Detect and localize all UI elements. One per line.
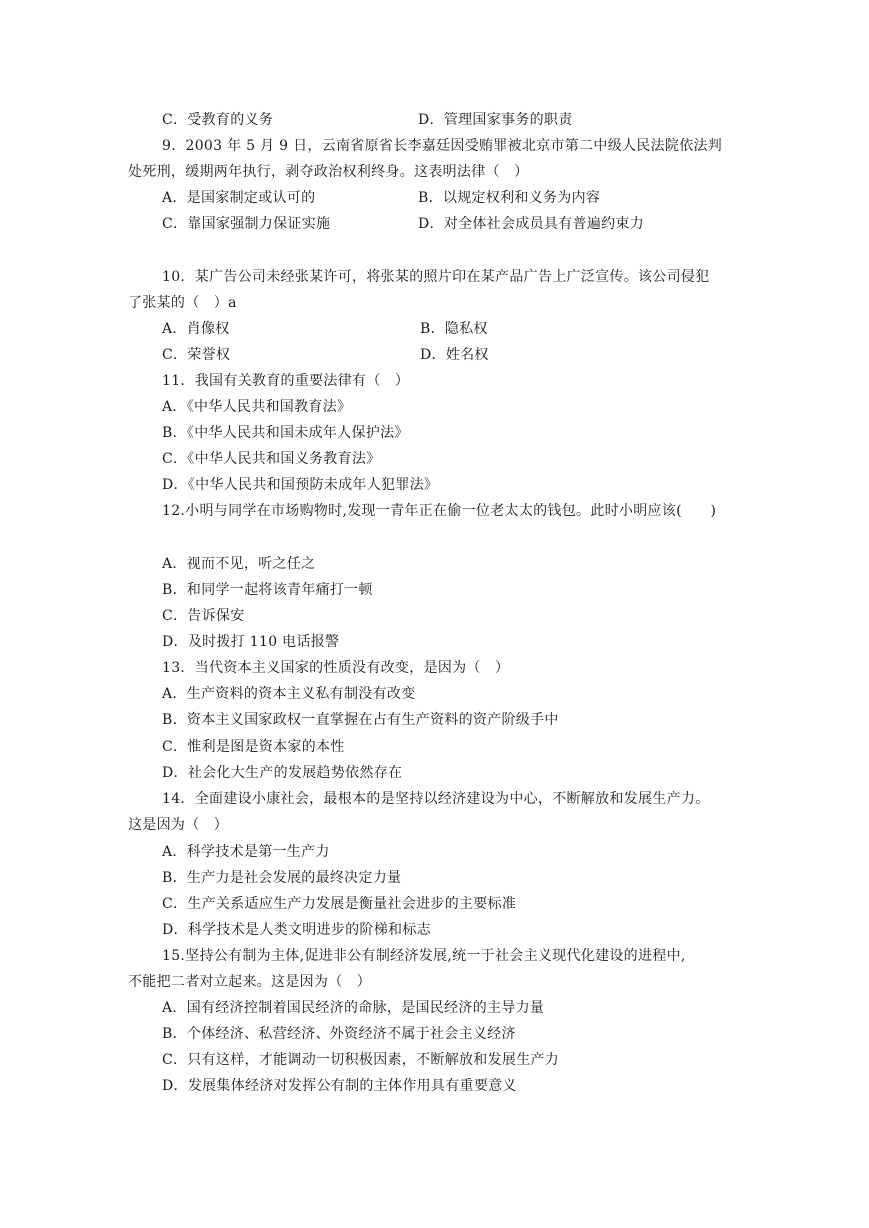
q10-option-c: C．荣誉权	[162, 347, 231, 363]
q15-option-a: A．国有经济控制着国民经济的命脉，是国民经济的主导力量	[162, 1000, 545, 1016]
q11-option-a: A．《中华人民共和国教育法》	[162, 399, 352, 415]
q14-stem-line1: 14．全面建设小康社会，最根本的是坚持以经济建设为中心，不断解放和发展生产力。	[162, 791, 710, 807]
q14-option-d: D．科学技术是人类文明进步的阶梯和标志	[162, 922, 431, 938]
q9-option-b: B．以规定权利和义务为内容	[418, 190, 601, 206]
q11-option-d: D．《中华人民共和国预防未成年人犯罪法》	[162, 477, 439, 493]
q14-option-a: A．科学技术是第一生产力	[162, 844, 330, 860]
q10-option-d: D．姓名权	[420, 347, 489, 363]
q12-option-a: A．视而不见，听之任之	[162, 556, 316, 572]
q11-option-b: B．《中华人民共和国未成年人保护法》	[162, 425, 409, 441]
q13-option-a: A．生产资料的资本主义私有制没有改变	[162, 686, 416, 702]
q10-option-a: A．肖像权	[162, 321, 230, 337]
q8-option-c: C．受教育的义务	[162, 112, 274, 128]
q12-option-c: C．告诉保安	[162, 608, 245, 624]
q15-option-b: B．个体经济、私营经济、外资经济不属于社会主义经济	[162, 1026, 516, 1042]
q9-option-d: D．对全体社会成员具有普遍约束力	[418, 216, 645, 232]
q10-stem-line1: 10．某广告公司未经张某许可，将张某的照片印在某产品广告上广泛宣传。该公司侵犯	[162, 269, 710, 285]
q12-option-b: B．和同学一起将该青年痛打一顿	[162, 582, 373, 598]
q13-option-b: B．资本主义国家政权一直掌握在占有生产资料的资产阶级手中	[162, 712, 559, 728]
q9-option-a: A．是国家制定或认可的	[162, 190, 316, 206]
q13-stem: 13．当代资本主义国家的性质没有改变，是因为（ ）	[162, 660, 510, 676]
q15-option-c: C．只有这样，才能调动一切积极因素，不断解放和发展生产力	[162, 1052, 560, 1068]
q9-option-c: C．靠国家强制力保证实施	[162, 216, 331, 232]
q12-option-d: D．及时拨打 110 电话报警	[162, 634, 340, 650]
q11-option-c: C．《中华人民共和国义务教育法》	[162, 451, 381, 467]
q11-stem: 11．我国有关教育的重要法律有（ ）	[162, 373, 410, 389]
q15-stem-line1: 15.坚持公有制为主体,促进非公有制经济发展,统一于社会主义现代化建设的进程中,	[162, 948, 686, 964]
q15-option-d: D．发展集体经济对发挥公有制的主体作用具有重要意义	[162, 1078, 517, 1094]
q10-stem-line2: 了张某的（ ）a	[128, 295, 237, 311]
q14-option-c: C．生产关系适应生产力发展是衡量社会进步的主要标准	[162, 896, 517, 912]
q10-option-b: B．隐私权	[420, 321, 488, 337]
q13-option-c: C．惟利是图是资本家的本性	[162, 739, 345, 755]
q9-stem-line1: 9．2003 年 5 月 9 日，云南省原省长李嘉廷因受贿罪被北京市第二中级人民法院依法判	[162, 138, 723, 154]
q8-option-d: D．管理国家事务的职责	[418, 112, 573, 128]
q13-option-d: D．社会化大生产的发展趋势依然存在	[162, 765, 403, 781]
q12-stem: 12.小明与同学在市场购物时,发现一青年正在偷一位老太太的钱包。此时小明应该( )	[162, 503, 717, 519]
q14-option-b: B．生产力是社会发展的最终决定力量	[162, 870, 402, 886]
q15-stem-line2: 不能把二者对立起来。这是因为（ ）	[128, 974, 372, 990]
q14-stem-line2: 这是因为（ ）	[128, 817, 229, 833]
q9-stem-line2: 处死刑，缓期两年执行，剥夺政治权利终身。这表明法律（ ）	[128, 164, 529, 180]
